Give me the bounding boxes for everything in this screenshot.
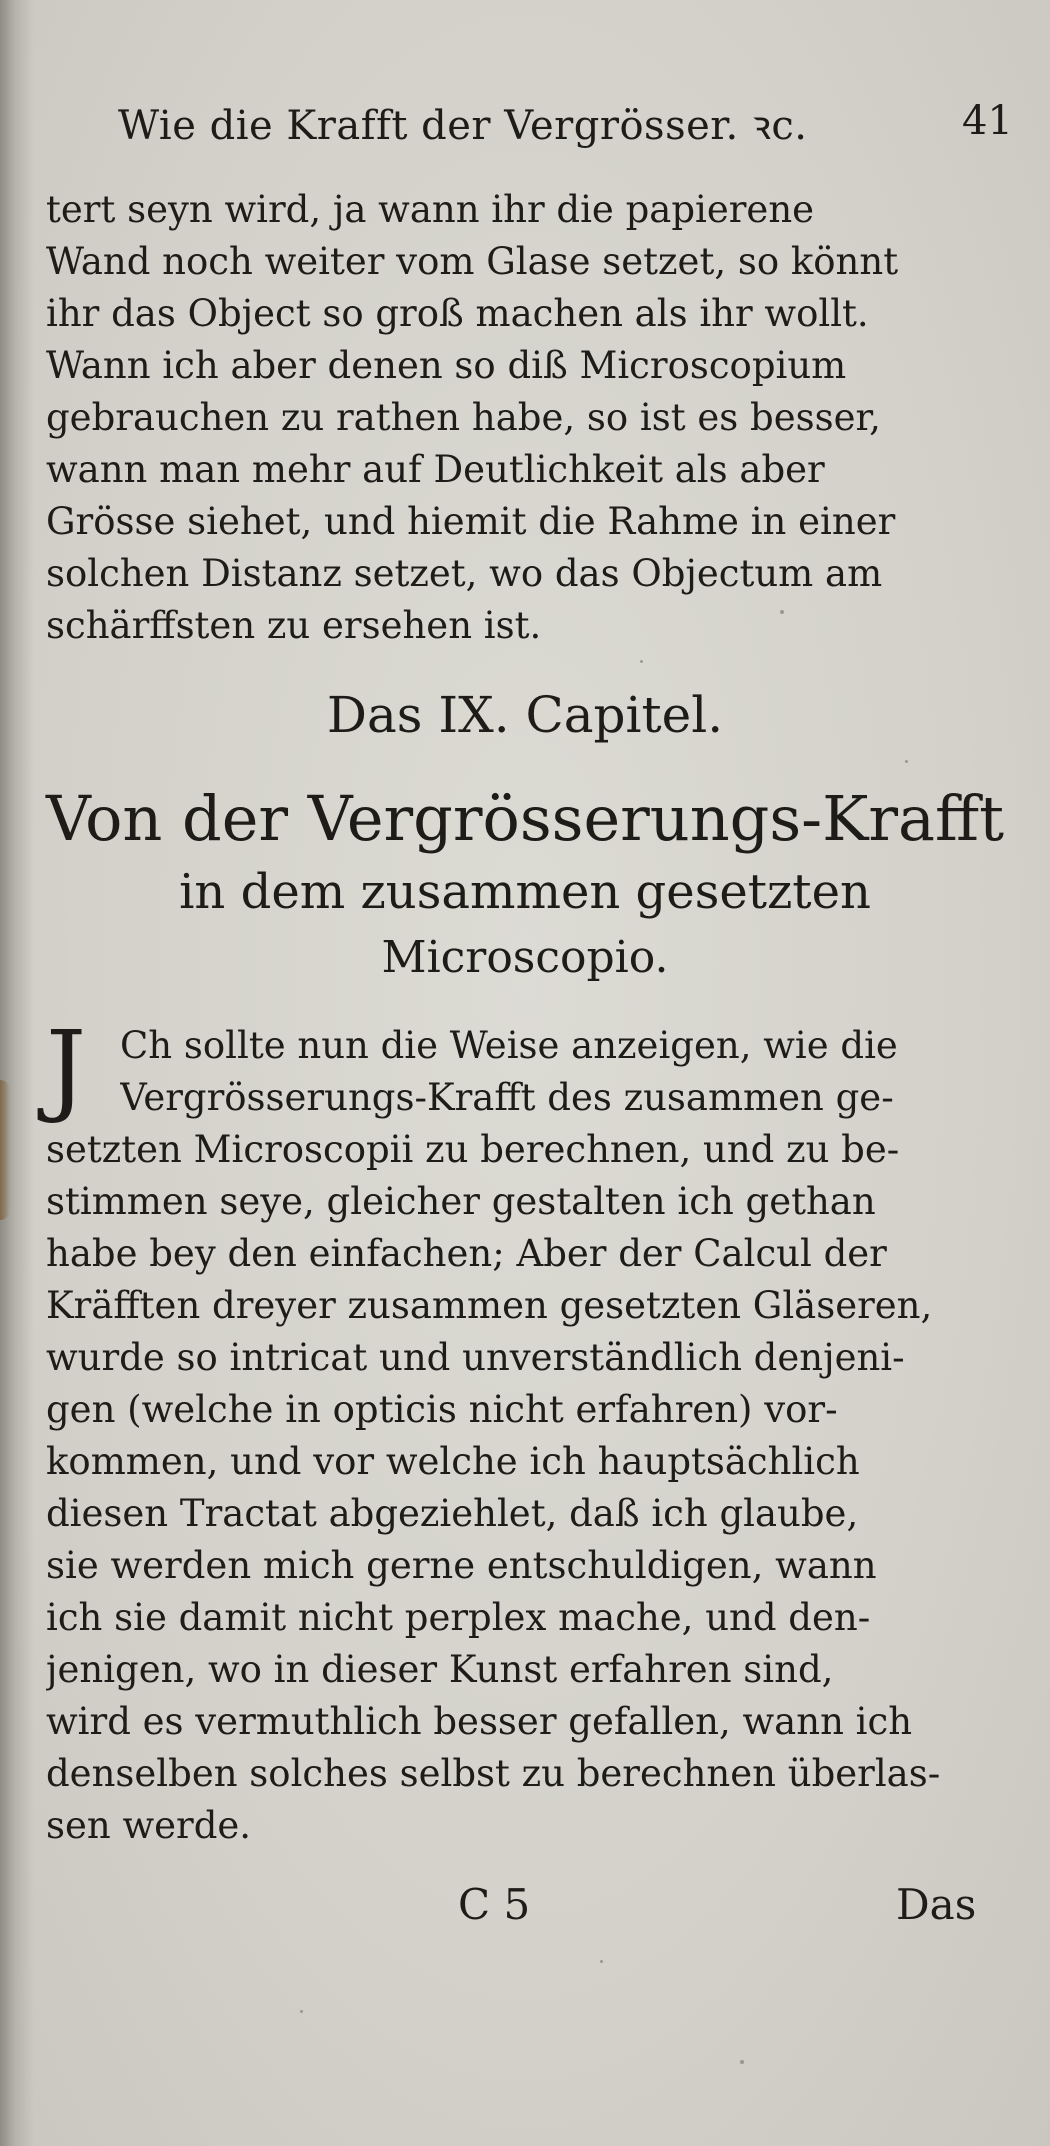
text-line: Vergrösserungs-Krafft des zusammen ge- [120, 1076, 894, 1119]
running-head: Wie die Krafft der Vergrösser. ꝛc. [118, 103, 808, 149]
page-footer [0, 1880, 1050, 1940]
text-line: kommen, und vor welche ich hauptsächlich [46, 1440, 860, 1483]
page-edge-stain [0, 1080, 10, 1220]
text-line: denselben solches selbst zu berechnen überlas- [46, 1752, 941, 1795]
paper-speck [600, 1960, 603, 1963]
text-line: diesen Tractat abgeziehlet, daß ich glaube, [46, 1492, 859, 1535]
text-line: wurde so intricat und unverständlich denjeni- [46, 1336, 905, 1379]
paper-speck [740, 2060, 744, 2064]
text-line: gebrauchen zu rathen habe, so ist es besser, [46, 396, 881, 439]
chapter-title-line-3: Microscopio. [381, 932, 669, 983]
text-line: setzten Microscopii zu berechnen, und zu be- [46, 1128, 900, 1171]
text-line: Wann ich aber denen so diß Microscopium [46, 344, 847, 387]
text-line: Kräfften dreyer zusammen gesetzten Gläseren, [46, 1284, 933, 1327]
text-block-continued [46, 184, 1026, 652]
chapter-title-line-2: in dem zusammen gesetzten [179, 864, 871, 920]
text-line: jenigen, wo in dieser Kunst erfahren sind, [46, 1648, 834, 1691]
text-line: stimmen seye, gleicher gestalten ich gethan [46, 1180, 876, 1223]
chapter-body-text [46, 1009, 1026, 1852]
paper-speck [640, 660, 643, 663]
page-number: 41 [962, 98, 1013, 144]
text-line: ich sie damit nicht perplex mache, und den- [46, 1596, 871, 1639]
text-line: solchen Distanz setzet, wo das Objectum am [46, 552, 883, 595]
text-line: Wand noch weiter vom Glase setzet, so könnt [46, 240, 899, 283]
binding-gutter-shadow [0, 0, 34, 2146]
page-header [0, 96, 1050, 156]
drop-cap: J [46, 1009, 87, 1126]
chapter-label: Das IX. Capitel. [326, 686, 724, 744]
text-line: tert seyn wird, ja wann ihr die papierene [46, 188, 815, 231]
catchword: Das [896, 1880, 977, 1929]
text-line: ihr das Object so groß machen als ihr wollt. [46, 292, 869, 335]
text-line: wann man mehr auf Deutlichkeit als aber [46, 448, 825, 491]
paper-speck [905, 760, 908, 763]
paper-speck [300, 2010, 303, 2013]
paper-speck [780, 610, 784, 614]
text-line: sie werden mich gerne entschuldigen, wann [46, 1544, 877, 1587]
text-line: schärffsten zu ersehen ist. [46, 604, 542, 647]
text-line: Grösse siehet, und hiemit die Rahme in einer [46, 500, 896, 543]
signature-mark: C 5 [458, 1880, 531, 1929]
chapter-title-line-1: Von der Vergrösserungs-Krafft [45, 782, 1004, 855]
text-line: habe bey den einfachen; Aber der Calcul der [46, 1232, 887, 1275]
text-line: sen werde. [46, 1804, 252, 1847]
text-line: wird es vermuthlich besser gefallen, wann ich [46, 1700, 913, 1743]
text-line: Ch sollte nun die Weise anzeigen, wie die [120, 1024, 898, 1067]
text-line: gen (welche in opticis nicht erfahren) vor- [46, 1388, 838, 1431]
